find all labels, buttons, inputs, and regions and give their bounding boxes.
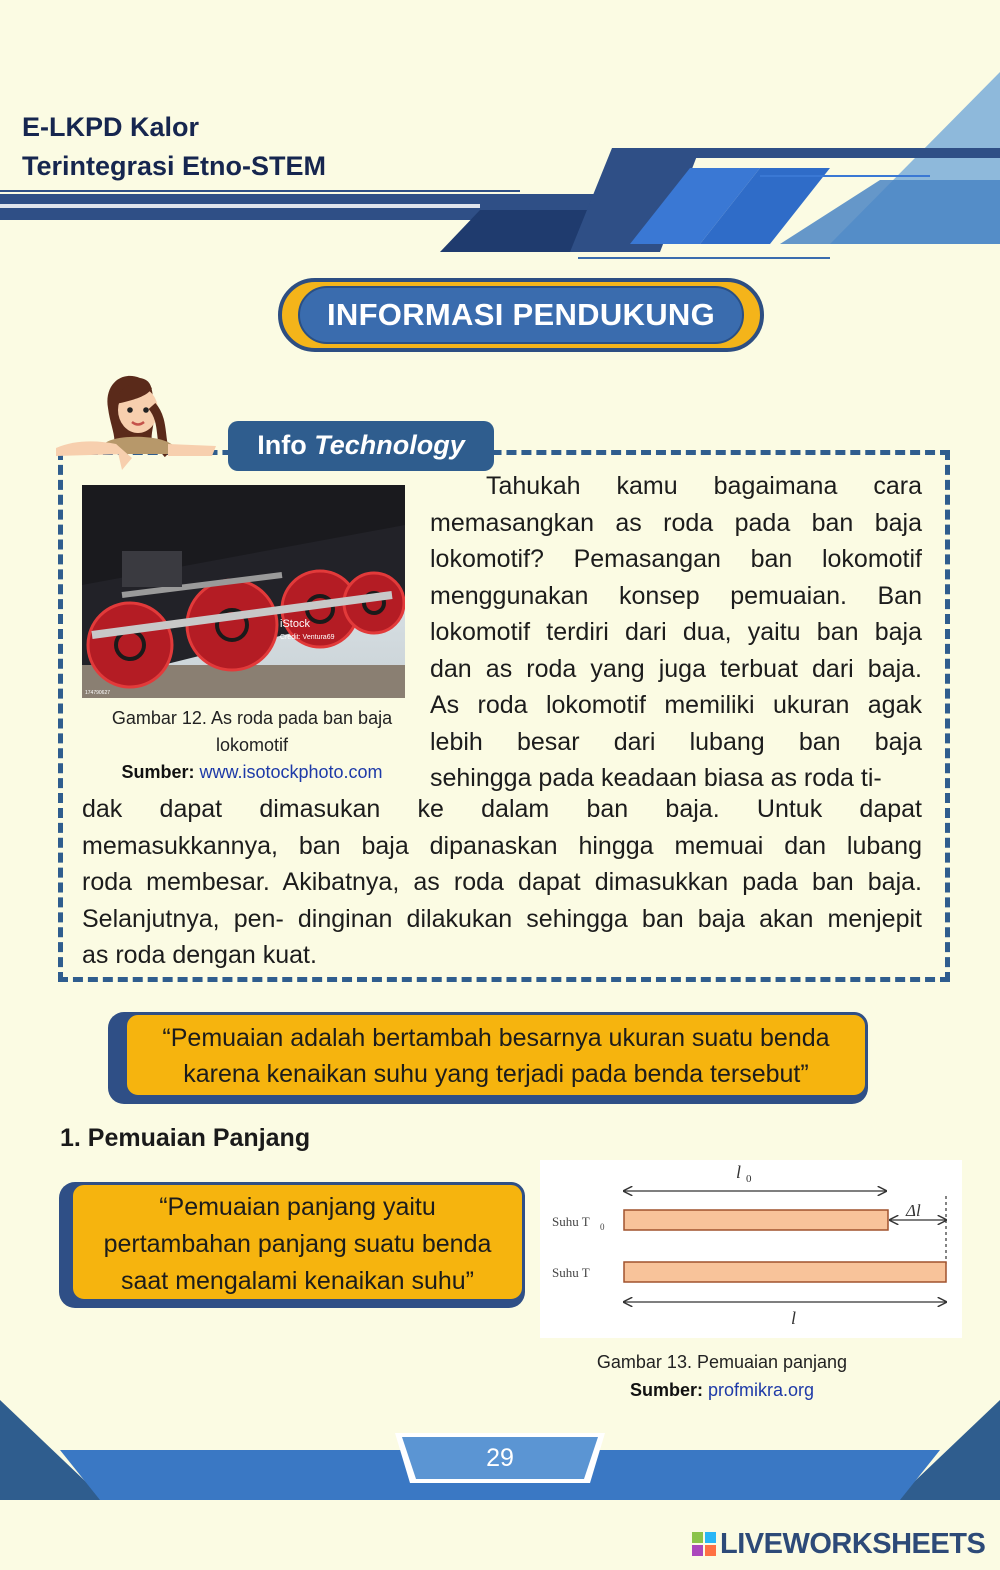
info-line: dak dapat dimasukan ke dalam ban baja. Untuk dapat [82, 795, 922, 823]
section-banner [278, 278, 764, 352]
info-line: lokomotif terdiri dari dua, yaitu ban baja [430, 618, 922, 646]
figure-12-source-label: Sumber: [121, 762, 195, 782]
liveworksheets-logo[interactable] [692, 1527, 985, 1561]
liveworksheets-brand-text: LIVEWORKSHEETS [720, 1527, 986, 1560]
page-number: 29 [486, 1444, 514, 1472]
linear-expansion-quote-line2: pertambahan panjang suatu benda [103, 1230, 492, 1258]
figure-12-caption-line2: lokomotif [215, 735, 289, 755]
figure-12-caption [82, 705, 422, 786]
label-l0-sub: 0 [746, 1173, 752, 1185]
linear-expansion-diagram [540, 1160, 962, 1338]
linear-expansion-quote-line1: “Pemuaian panjang yaitu [159, 1193, 436, 1221]
info-line: lokomotif? Pemasangan ban lokomotif [430, 545, 922, 573]
figure-13-source-link[interactable]: profmikra.org [708, 1380, 815, 1400]
photo-id: 174790627 [85, 690, 111, 696]
definition-quote [124, 1012, 868, 1098]
figure-12-source [82, 759, 422, 786]
teacher-character-illustration [56, 366, 226, 476]
info-line: memasukkannya, ban baja dipanaskan hingga memuai dan lubang [82, 831, 922, 860]
info-line: menggunakan konsep pemuaian. Ban [430, 581, 922, 610]
bar-initial-length [624, 1210, 888, 1230]
info-technology-tab [228, 421, 494, 471]
info-line: sehingga pada keadaan biasa as roda ti- [430, 764, 882, 792]
figure-12-caption-line1: Gambar 12. As roda pada ban baja [111, 708, 393, 728]
definition-quote-line1: “Pemuaian adalah bertambah besarnya ukuran suatu benda [162, 1024, 830, 1052]
info-line: Tahukah kamu bagaimana cara [486, 472, 922, 500]
info-paragraph-full [82, 791, 922, 974]
label-l: l [791, 1308, 797, 1328]
info-line: roda membesar. Akibatnya, as roda dapat dimasukkan pada ban baja. [82, 868, 922, 896]
title-line-2: Terintegrasi Etno-STEM [22, 151, 327, 181]
linear-expansion-quote [70, 1182, 525, 1302]
locomotive-wheel-photo [82, 485, 405, 698]
figure-12-source-link[interactable]: www.isotockphoto.com [199, 762, 383, 782]
bar-expanded-length [624, 1262, 946, 1282]
info-line: dan as roda yang juga terbuat dari baja. [430, 654, 922, 683]
label-l0: l [736, 1162, 742, 1182]
label-delta-l: Δl [906, 1201, 921, 1220]
info-paragraph-wrap [430, 468, 922, 797]
linear-expansion-quote-line3: saat mengalami kenaikan suhu” [121, 1267, 474, 1295]
photo-watermark-credit: Credit: Ventura69 [280, 634, 335, 641]
info-tab-prefix: Info [257, 430, 307, 460]
label-suhu-t0: Suhu T [552, 1214, 590, 1229]
figure-13-source-label: Sumber: [629, 1380, 703, 1400]
label-suhu-t0-sub: 0 [600, 1222, 605, 1232]
document-title [22, 108, 326, 186]
info-line: as roda dengan kuat. [82, 941, 317, 969]
info-line: memasangkan as roda pada ban baja [430, 508, 922, 537]
label-suhu-t: Suhu T [552, 1265, 590, 1280]
info-line: As roda lokomotif memiliki ukuran agak [430, 691, 922, 719]
section-banner-label: INFORMASI PENDUKUNG [298, 286, 744, 344]
liveworksheets-icon [692, 1532, 716, 1556]
info-line: Selanjutnya, pen- dinginan dilakukan sehingga ban baja akan menjepit [82, 904, 922, 933]
info-line: lebih besar dari lubang ban baja [430, 727, 922, 756]
title-line-1: E-LKPD Kalor [22, 112, 200, 142]
info-tab-italic: Technology [314, 430, 465, 460]
figure-13-caption-text: Gambar 13. Pemuaian panjang [596, 1352, 848, 1372]
section-heading-pemuaian-panjang: 1. Pemuaian Panjang [60, 1124, 311, 1152]
photo-watermark: iStock [280, 618, 310, 630]
definition-quote-line2: karena kenaikan suhu yang terjadi pada benda tersebut” [183, 1060, 809, 1088]
